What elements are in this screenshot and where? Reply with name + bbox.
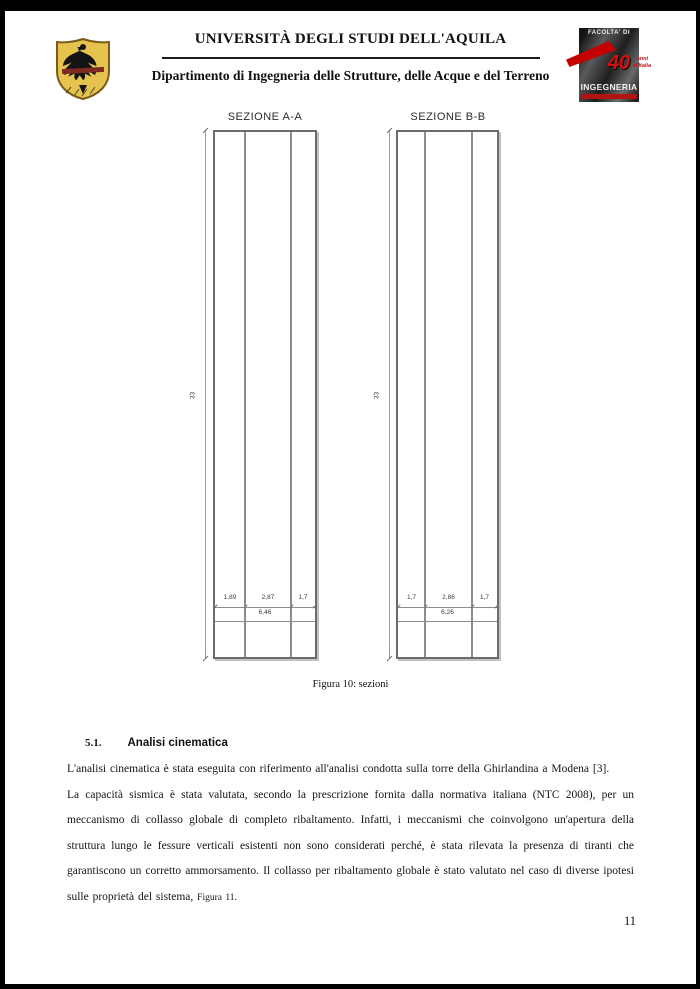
document-page — [5, 11, 696, 984]
university-title: UNIVERSITÀ DEGLI STUDI DELL'AQUILA — [194, 31, 507, 47]
section-aa-drawing — [213, 130, 317, 659]
wall-divider — [244, 132, 246, 657]
faculty-logo-bottom-text: INGEGNERIA — [580, 82, 638, 92]
dimension-line — [215, 607, 315, 608]
dimension-line — [398, 607, 497, 608]
width-dimension: 1,7 — [298, 594, 308, 601]
faculty-logo-number: 40 — [607, 52, 630, 74]
page-number: 11 — [623, 914, 636, 928]
total-width-dimension: 6,26 — [441, 609, 454, 616]
body-text — [67, 757, 634, 912]
height-dimension-aa: 33 — [189, 391, 197, 400]
dimension-line — [215, 621, 315, 622]
width-dimension: 1,7 — [479, 594, 490, 601]
section-title: Analisi cinematica — [127, 737, 228, 749]
wall-divider — [471, 132, 473, 657]
paragraph — [67, 783, 634, 912]
dim-tick — [203, 656, 209, 662]
faculty-logo-red-strip — [581, 94, 637, 99]
wall-divider — [290, 132, 292, 657]
faculty-logo-italia-text: d'Italia — [633, 63, 651, 69]
department-subtitle: Dipartimento di Ingegneria delle Strutture, delle Acque e del Terreno — [151, 68, 550, 83]
section-aa-title: SEZIONE A-A — [227, 111, 303, 123]
section-number: 5.1. — [85, 737, 102, 749]
faculty-40-anniversary-logo — [579, 28, 651, 102]
header-divider — [162, 57, 540, 59]
section-bb-title: SEZIONE B-B — [410, 111, 486, 123]
wall-divider — [424, 132, 426, 657]
width-dimension: 1,89 — [223, 594, 237, 601]
figure-reference: Figura 11. — [197, 892, 237, 903]
paragraph-text: La capacità sismica è stata valutata, secondo la prescrizione fornita dalla normativa italiana (NTC 2008), per un meccanismo di collasso globale di completo ribaltamento. Infatti, i meccanismi che coinvolgono un'apertura della struttura lungo le fessure verticali esistenti non sono considerati perché, è stata rilevata la presenza di tiranti che garantiscono un corretto ammorsamento. Il collasso per ribaltamento globale è stato valutato nel caso di diverse ipotesi sulle proprietà del sistema, — [67, 788, 634, 903]
section-heading — [85, 737, 228, 749]
dimension-line-vertical-aa — [205, 130, 206, 659]
dimension-line-vertical-bb — [389, 130, 390, 659]
width-dimension: 1,7 — [406, 594, 417, 601]
height-dimension-bb: 33 — [373, 391, 381, 400]
dimension-line — [398, 621, 497, 622]
section-bb-drawing — [396, 130, 499, 659]
faculty-logo-anni-text: anni — [636, 56, 648, 62]
width-dimension: 2,86 — [442, 594, 455, 601]
faculty-logo-top-text: FACOLTA' DI — [587, 30, 631, 36]
paragraph: L'analisi cinematica è stata eseguita con riferimento all'analisi condotta sulla torre della Ghirlandina a Modena [3]. — [67, 763, 610, 775]
total-width-dimension: 6,46 — [258, 609, 272, 616]
dim-tick — [387, 656, 393, 662]
width-dimension: 2,87 — [261, 594, 275, 601]
figure-caption: Figura 10: sezioni — [312, 679, 389, 690]
